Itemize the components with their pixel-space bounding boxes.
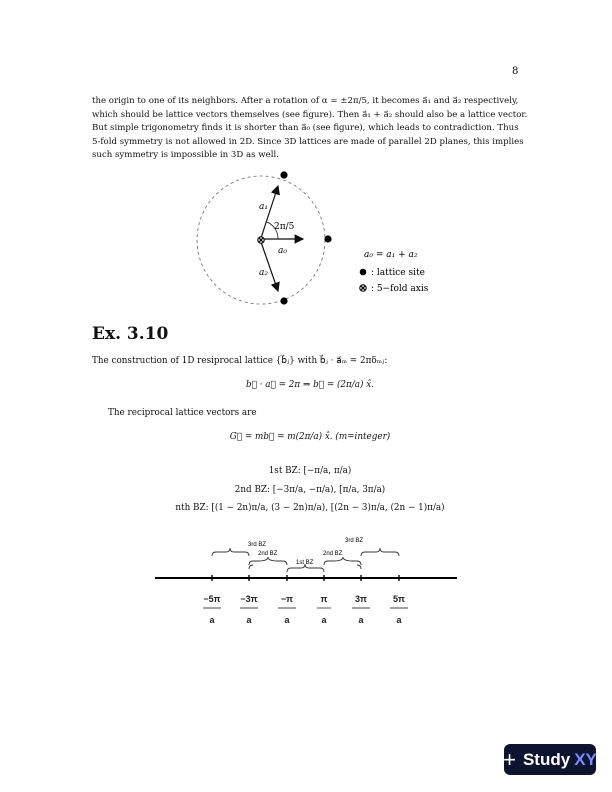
page-number: 8 bbox=[512, 66, 519, 77]
label-a1: a₁ bbox=[259, 202, 268, 212]
lattice-site-right bbox=[324, 235, 331, 242]
tick-label-numerator: 5π bbox=[393, 594, 405, 604]
brillouin-zone-figure bbox=[150, 532, 462, 628]
intro-paragraph bbox=[92, 95, 528, 163]
tick-label-denominator: a bbox=[209, 615, 215, 625]
bz-label-second-right: 2nd BZ bbox=[323, 551, 343, 557]
brand-study: Study bbox=[522, 749, 571, 769]
equation-b-vector: b⃗ · a⃗ = 2π ⇒ b⃗ = (2π/a) x̂. bbox=[245, 380, 374, 390]
section-heading: Ex. 3.10 bbox=[92, 324, 169, 344]
fivefold-figure bbox=[180, 165, 440, 310]
tick-label-denominator: a bbox=[358, 615, 364, 625]
bz-label-first: 1st BZ bbox=[296, 560, 314, 566]
angle-label: 2π/5 bbox=[274, 222, 295, 232]
reciprocal-intro: The reciprocal lattice vectors are bbox=[108, 408, 257, 418]
paragraph-line: the origin to one of its neighbors. After a rotation of α = ±2π/5, it becomes a⃗₁ and a⃗₂ respectively, bbox=[92, 96, 519, 106]
first-bz-text: 1st BZ: [−π/a, π/a) bbox=[268, 466, 352, 476]
legend-axis-symbol bbox=[360, 285, 366, 291]
vector-a2 bbox=[261, 242, 278, 291]
tick-label-denominator: a bbox=[396, 615, 402, 625]
bz-label-third-right: 3rd BZ bbox=[345, 538, 364, 544]
legend-lattice-dot bbox=[360, 269, 367, 276]
paragraph-line: But simple trigonometry finds it is shorter than a⃗₀ (see figure), which leads to contradiction. Thus bbox=[92, 123, 519, 134]
tick-label-denominator: a bbox=[246, 615, 252, 625]
tick-label-numerator: −3π bbox=[240, 594, 258, 604]
tick-labels bbox=[203, 594, 405, 625]
vector-relation: a₀ = a₁ + a₂ bbox=[364, 250, 418, 260]
tick-label-numerator: 3π bbox=[355, 594, 367, 604]
plus-icon: + bbox=[503, 746, 516, 772]
lattice-site-top bbox=[280, 171, 287, 178]
equation-g-vector: G⃗ = mb⃗ = m(2π/a) x̂. (m=integer) bbox=[229, 432, 391, 442]
second-bz-text: 2nd BZ: [−3π/a, −π/a), [π/a, 3π/a) bbox=[234, 485, 386, 495]
paragraph-line: 5-fold symmetry is not allowed in 2D. Since 3D lattices are made of parallel 2D planes, this implies bbox=[92, 136, 524, 147]
legend-lattice-text: : lattice site bbox=[371, 268, 425, 278]
brand-xy: XY bbox=[574, 749, 597, 769]
tick-label-denominator: a bbox=[284, 615, 290, 625]
tick-label-denominator: a bbox=[321, 615, 327, 625]
fivefold-axis-symbol bbox=[258, 237, 264, 243]
legend-axis-text: : 5−fold axis bbox=[371, 284, 429, 294]
tick-label-numerator: −π bbox=[280, 594, 294, 604]
paragraph-line: such symmetry is impossible in 3D as well. bbox=[92, 150, 279, 161]
tick-label-numerator: −5π bbox=[203, 594, 221, 604]
studyxy-badge[interactable] bbox=[504, 744, 596, 775]
nth-bz-text: nth BZ: [(1 − 2n)π/a, (3 − 2n)π/a), [(2n − 3)π/a, (2n − 1)π/a) bbox=[175, 503, 445, 513]
construction-text: The construction of 1D resiprocal lattice {b⃗ⱼ} with b⃗ⱼ · a⃗ₘ = 2πδₘⱼ: bbox=[92, 356, 388, 366]
tick-label-numerator: π bbox=[320, 594, 328, 604]
label-a2: a₂ bbox=[259, 268, 268, 278]
bz-label-second-left: 2nd BZ bbox=[258, 551, 278, 557]
bz-label-third-left: 3rd BZ bbox=[248, 542, 267, 548]
paragraph-line: which should be lattice vectors themselves (see figure). Then a⃗₁ + a⃗₂ should also be a lattice vector. bbox=[92, 109, 528, 120]
label-a0: a₀ bbox=[278, 246, 287, 256]
lattice-site-bottom bbox=[280, 297, 287, 304]
